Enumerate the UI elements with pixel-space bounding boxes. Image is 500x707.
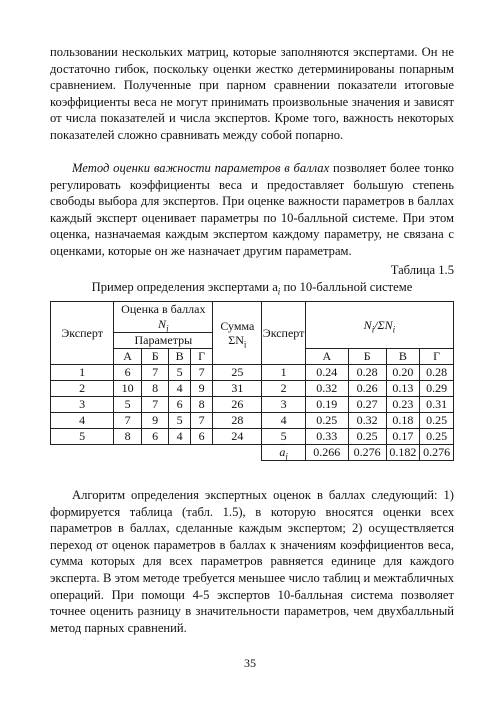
table-number: Таблица 1.5	[390, 263, 454, 277]
table-caption: Пример определения экспертами $a_i$ по 10-балльной системе	[91, 280, 413, 297]
header-expert-2: Эксперт	[262, 302, 306, 365]
table-row: 3 5 7 6 8 26 3 0.19 0.27 0.23 0.31	[51, 397, 454, 413]
col-b: Б	[141, 349, 169, 365]
header-sum: Сумма $\Sigma N_i$	[213, 302, 262, 365]
paragraph-1: пользовании нескольких матриц, которые заполняются экспертами. Он не достаточно гибок, поскольку оценки жестко детерминированы попарным сравнением. Полученные при парном сравнении показатели итоговые коэффициенты веса не могут принимать произвольные значения и зависят от числа показателей и числа экспертов. Кроме того, важность некоторых показателей сложно сравнивать между собой попарно.	[50, 45, 454, 142]
col-v: В	[169, 349, 190, 365]
col-g: Г	[190, 349, 212, 365]
table-row: 4 7 9 5 7 28 4 0.25 0.32 0.18 0.25	[51, 413, 454, 429]
table-row: 5 8 6 4 6 24 5 0.33 0.25 0.17 0.25	[51, 429, 454, 445]
table-row: 2 10 8 4 9 31 2 0.32 0.26 0.13 0.29	[51, 381, 454, 397]
header-expert: Эксперт	[51, 302, 114, 365]
ratio-col-v: В	[386, 349, 420, 365]
mean-row: $\overline{a}_i$ 0.266 0.276 0.182 0.276	[51, 445, 454, 461]
table-row: 1 6 7 5 7 25 1 0.24 0.28 0.20 0.28	[51, 365, 454, 381]
header-ratio: $N_i/\Sigma N_i$	[305, 302, 453, 349]
paragraph-2-body: позволяет более тонко регулировать коэффициенты веса и предоставляет большую степень свободы выбора для экспертов. При оценке важности параметров в баллах каждый эксперт оценивает параметры по 10-балльной системе. При этом оценка, назначаемая каждым экспертом каждому параметру, не связана с оценками, которые он же назначает другим параметрам.	[50, 161, 454, 258]
paragraph-3: Алгоритм определения экспертных оценок в баллах следующий: 1) формируется таблица (табл. 1.5), в которую вносятся оценки всех параметров в баллах, сделанные каждым экспертом; 2) осуществляется переход от оценок параметров в баллах к значениям коэффициентов веса, сумма которых для всех параметров равняется единице для каждого эксперта. В этом методе требуется меньшее число таблиц и межтабличных операций. При помощи 4-5 экспертов 10-балльная система позволяет точнее оценить разницу в значительности параметров, чем двухбалльный метод парных сравнений.	[50, 488, 454, 635]
method-title: Метод оценки важности параметров в баллах	[72, 161, 330, 175]
header-scores: Оценка в баллах $N_i$	[114, 302, 213, 333]
header-params: Параметры	[114, 333, 213, 349]
expert-scores-table	[50, 301, 454, 461]
ratio-col-g: Г	[420, 349, 454, 365]
paragraph-2	[50, 160, 454, 260]
page-number: 35	[244, 656, 256, 670]
ratio-col-a: А	[305, 349, 348, 365]
col-a: А	[114, 349, 142, 365]
mean-label: $\overline{a}_i$	[262, 445, 306, 461]
ratio-col-b: Б	[348, 349, 386, 365]
